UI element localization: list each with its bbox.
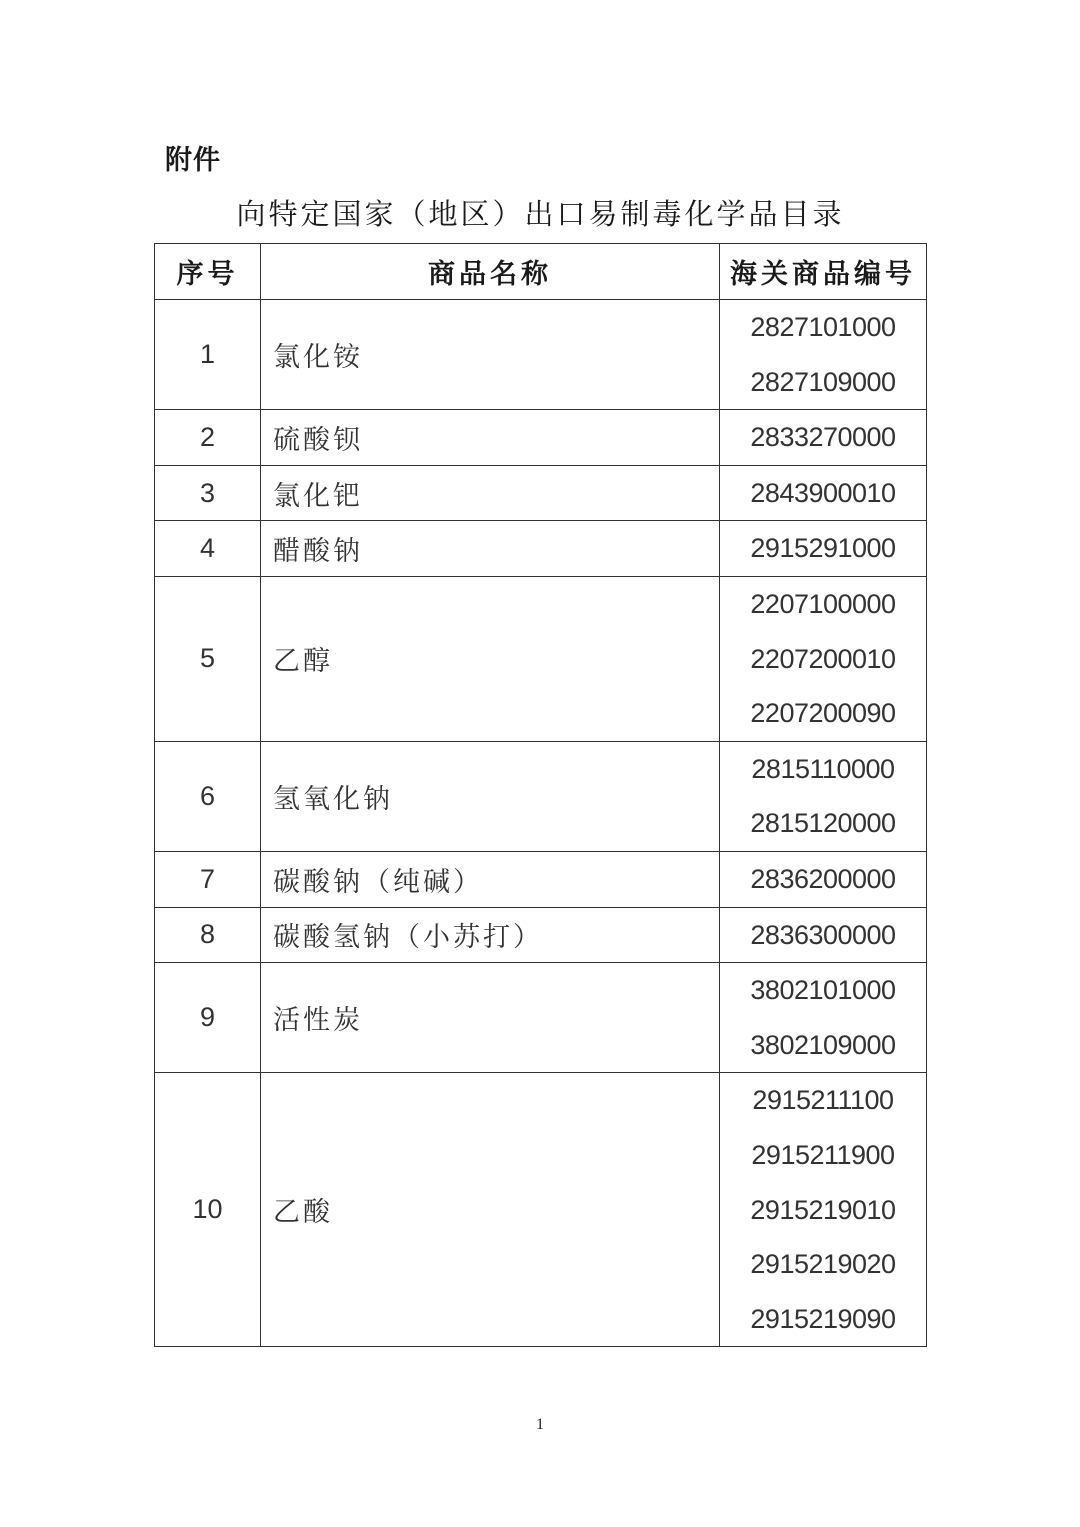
row-product-name: 醋酸钠 [261, 521, 720, 577]
header-name: 商品名称 [261, 244, 720, 300]
row-product-name: 氯化钯 [261, 465, 720, 521]
customs-code: 2915291000 [750, 533, 896, 564]
row-product-name: 活性炭 [261, 963, 720, 1073]
customs-code: 2836300000 [750, 919, 896, 950]
customs-code: 2915219020 [750, 1249, 896, 1280]
row-product-name: 碳酸氢钠（小苏打） [261, 907, 720, 963]
row-index: 5 [155, 576, 261, 741]
row-customs-codes [720, 741, 927, 851]
chemical-catalog-table [154, 243, 927, 1347]
row-customs-codes [720, 410, 927, 466]
customs-code: 2827109000 [750, 366, 896, 397]
row-index: 2 [155, 410, 261, 466]
attachment-label: 附件 [165, 145, 221, 176]
row-product-name: 乙酸 [261, 1073, 720, 1347]
table-row [155, 410, 927, 466]
customs-code: 2207200010 [750, 643, 896, 674]
table-row [155, 521, 927, 577]
row-customs-codes [720, 1073, 927, 1347]
row-index: 6 [155, 741, 261, 851]
row-product-name: 乙醇 [261, 576, 720, 741]
customs-code: 3802101000 [750, 975, 896, 1006]
row-index: 3 [155, 465, 261, 521]
row-product-name: 氢氧化钠 [261, 741, 720, 851]
row-customs-codes [720, 851, 927, 907]
table-row [155, 741, 927, 851]
row-index: 9 [155, 963, 261, 1073]
header-code: 海关商品编号 [720, 244, 927, 300]
page-number: 1 [536, 1416, 544, 1433]
table-row [155, 851, 927, 907]
table-body [155, 300, 927, 1347]
customs-code: 2815110000 [751, 753, 895, 784]
header-index: 序号 [155, 244, 261, 300]
row-customs-codes [720, 521, 927, 577]
customs-code: 2915219090 [750, 1303, 896, 1334]
customs-code: 2207100000 [750, 588, 896, 619]
row-product-name: 碳酸钠（纯碱） [261, 851, 720, 907]
table-row [155, 963, 927, 1073]
table-header-row [155, 244, 927, 300]
customs-code: 2827101000 [750, 312, 896, 342]
row-index: 4 [155, 521, 261, 577]
row-customs-codes [720, 576, 927, 741]
table-row [155, 1073, 927, 1347]
row-customs-codes [720, 963, 927, 1073]
customs-code: 3802109000 [750, 1029, 896, 1060]
row-customs-codes [720, 907, 927, 963]
document-title: 向特定国家（地区）出口易制毒化学品目录 [236, 197, 845, 231]
table-row [155, 300, 927, 410]
table-row [155, 576, 927, 741]
table-row [155, 907, 927, 963]
customs-code: 2815120000 [750, 808, 896, 839]
row-index: 7 [155, 851, 261, 907]
customs-code: 2915211100 [752, 1085, 894, 1116]
row-index: 8 [155, 907, 261, 963]
row-customs-codes [720, 465, 927, 521]
row-customs-codes [720, 300, 927, 410]
customs-code: 2915219010 [750, 1194, 896, 1225]
row-product-name: 硫酸钡 [261, 410, 720, 466]
row-product-name: 氯化铵 [261, 300, 720, 410]
table-row [155, 465, 927, 521]
customs-code: 2836200000 [750, 863, 896, 894]
customs-code: 2833270000 [750, 422, 896, 453]
customs-code: 2843900010 [750, 477, 896, 508]
customs-code: 2915211900 [751, 1139, 895, 1170]
customs-code: 2207200090 [750, 698, 896, 729]
row-index: 1 [155, 300, 261, 410]
row-index: 10 [155, 1073, 261, 1347]
